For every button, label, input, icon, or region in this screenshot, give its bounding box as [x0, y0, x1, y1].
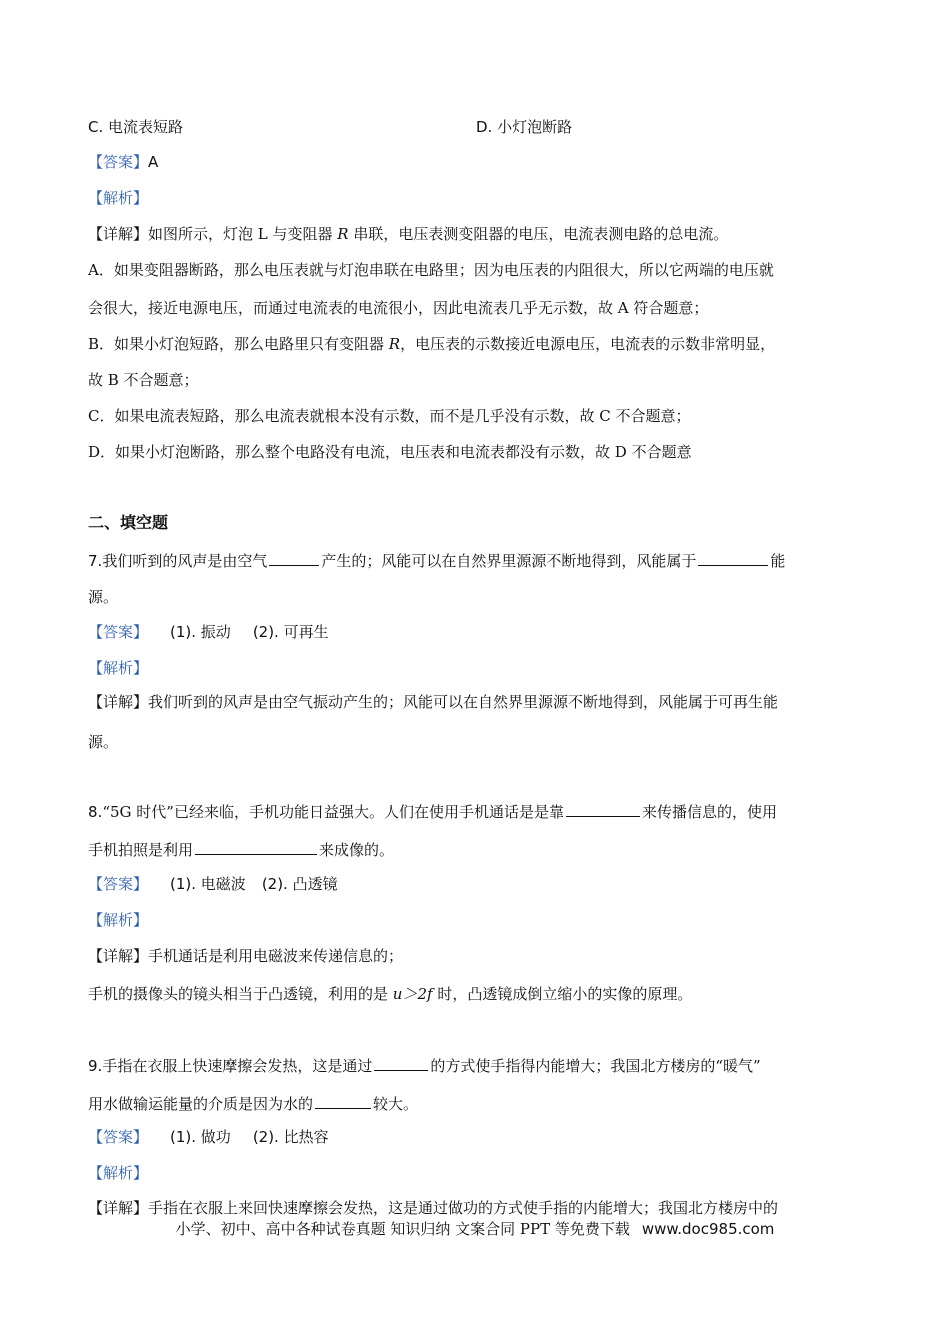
q7-answer: 【答案】 (1). 振动 (2). 可再生 [88, 623, 329, 641]
q6-line-d: D．如果小灯泡断路，那么整个电路没有电流，电压表和电流表都没有示数，故 D 不合题意 [88, 443, 692, 461]
q7-question-line1: 7.我们听到的风声是由空气 产生的；风能可以在自然界里源源不断地得到，风能属于 能 [88, 549, 785, 571]
q9-question-line2: 用水做输运能量的介质是因为水的 较大。 [88, 1092, 418, 1114]
footer-text: 小学、初中、高中各种试卷真题 知识归纳 文案合同 PPT 等免费下载 [175, 1220, 630, 1238]
q6-line-c: C．如果电流表短路，那么电流表就根本没有示数，而不是几乎没有示数，故 C 不合题意； [88, 407, 691, 425]
q8-detail-line1: 【详解】手机通话是利用电磁波来传递信息的； [88, 947, 404, 965]
answer-blank[interactable] [566, 800, 640, 817]
q7-detail-line1: 【详解】我们听到的风声是由空气振动产生的；风能可以在自然界里源源不断地得到，风能属于可再生能 [88, 693, 779, 711]
q7-detail-line2: 源。 [88, 733, 119, 751]
option-d: D. 小灯泡断路 [476, 118, 573, 136]
q6-detail: 【详解】如图所示，灯泡 L 与变阻器 R 串联，电压表测变阻器的电压，电流表测电路的总电流。 [88, 225, 729, 243]
q9-answer: 【答案】 (1). 做功 (2). 比热容 [88, 1128, 329, 1146]
q8-answer: 【答案】 (1). 电磁波 (2). 凸透镜 [88, 875, 338, 893]
answer-tag: 【答案】 [88, 153, 149, 171]
q9-analysis-tag: 【解析】 [88, 1164, 149, 1182]
answer-value: A [148, 153, 159, 171]
q6-line-b2: 故 B 不合题意； [88, 371, 199, 389]
q6-line-a1: A．如果变阻器断路，那么电压表就与灯泡串联在电路里；因为电压表的内阻很大，所以它两端的电压就 [88, 261, 774, 279]
answer-blank[interactable] [269, 549, 319, 566]
q6-line-b1: B．如果小灯泡短路，那么电路里只有变阻器 R，电压表的示数接近电源电压，电流表的示数非常明显， [88, 335, 776, 353]
q9-question-line1: 9.手指在衣服上快速摩擦会发热，这是通过 的方式使手指得内能增大；我国北方楼房的“暖气” [88, 1054, 761, 1076]
q9-detail-line1: 【详解】手指在衣服上来回快速摩擦会发热，这是通过做功的方式使手指的内能增大；我国北方楼房中的 [88, 1199, 779, 1217]
q6-answer [88, 152, 158, 172]
section-heading: 二、填空题 [88, 513, 169, 532]
answer-blank[interactable] [315, 1092, 371, 1109]
q8-analysis-tag: 【解析】 [88, 911, 149, 929]
footer-url[interactable]: www.doc985.com [641, 1220, 775, 1238]
q8-question-line2: 手机拍照是利用 来成像的。 [88, 838, 394, 860]
q6-line-a2: 会很大，接近电源电压，而通过电流表的电流很小，因此电流表几乎无示数，故 A 符合题意； [88, 299, 709, 317]
q7-analysis-tag: 【解析】 [88, 659, 149, 677]
answer-blank[interactable] [195, 838, 317, 855]
option-c: C. 电流表短路 [88, 118, 184, 136]
answer-blank[interactable] [698, 549, 768, 566]
q6-analysis-tag: 【解析】 [88, 189, 149, 207]
answer-blank[interactable] [374, 1054, 428, 1071]
footer [0, 1219, 950, 1239]
q8-detail-line2: 手机的摄像头的镜头相当于凸透镜，利用的是 u＞2f 时，凸透镜成倒立缩小的实像的原理。 [88, 985, 693, 1003]
q7-question-line2: 源。 [88, 588, 119, 606]
q8-question-line1: 8.“5G 时代”已经来临，手机功能日益强大。人们在使用手机通话是是靠 来传播信息的，使用 [88, 800, 777, 822]
